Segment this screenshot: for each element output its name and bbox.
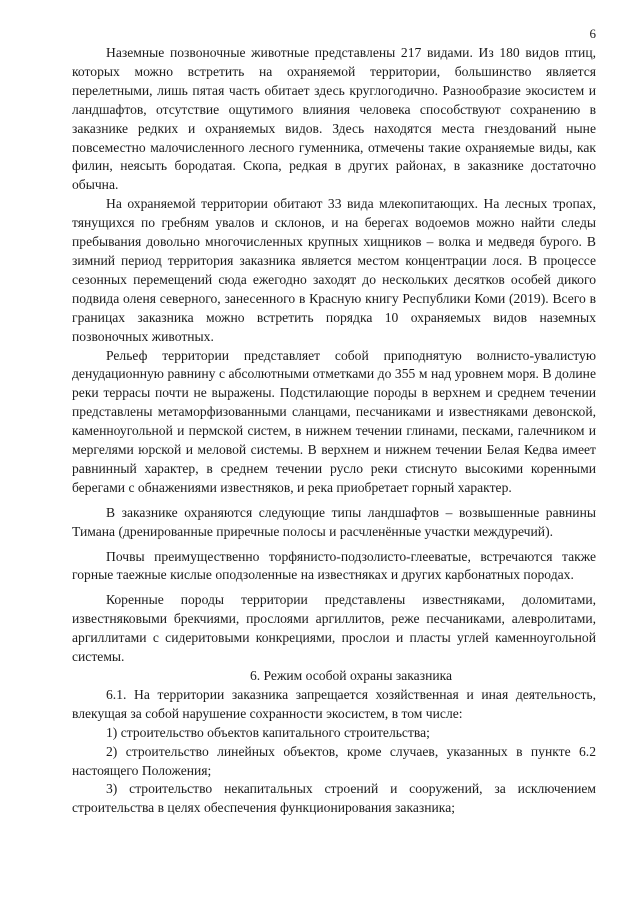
paragraph-mammals: На охраняемой территории обитают 33 вида млекопитающих. На лесных тропах, тянущихся по гребням увалов и склонов, и на берегах водоемов можно найти следы пребывания довольно многочисленных крупных хищников – волка и медведя бурого. В зимний период территория заказника является местом концентрации лося. В процессе сезонных перемещений сюда ежегодно заходят до нескольких десятков особей дикого подвида оленя северного, занесенного в Красную книгу Республики Коми (2019). Всего в границах заказника можно встретить порядка 10 охраняемых видов наземных позвоночных животных. [72, 196, 596, 344]
list-item: 1) строительство объектов капитального строительства; [106, 724, 430, 740]
paragraph-soils: Почвы преимущественно торфянисто-подзолисто-глееватые, встречаются также горные таежные кислые оподзоленные на известняках и других карбонатных породах. [72, 548, 596, 583]
page-number: 6 [589, 26, 596, 41]
paragraph-bedrock: Коренные породы территории представлены известняками, доломитами, известняковыми брекчиями, прослоями аргиллитов, реже песчаниками, алевролитами, аргиллитами с сидеритовыми конкрециями, прослои и пласты углей каменноугольной системы. [72, 592, 596, 665]
paragraph-relief: Рельеф территории представляет собой приподнятую волнисто-увалистую денудационную равнину с абсолютными отметками до 355 м над уровнем моря. В долине реки террасы почти не выражены. Подстилающие породы в верхнем и среднем течении представлены метаморфизованными сланцами, песчаниками и известняками девонской, каменноугольной и пермской систем, в нижнем течении глинами, песками, галечником и мергелями юрской и меловой системы. В верхнем и нижнем течении Белая Кедва имеет равнинный характер, в среднем течении русло реки стиснуто высокими коренными берегами с обнажениями известняков, и река приобретает горный характер. [72, 347, 596, 495]
clause-6-1: 6.1. На территории заказника запрещается хозяйственная и иная деятельность, влекущая за собой нарушение сохранности экосистем, в том числе: [72, 686, 596, 721]
list-item: 2) строительство линейных объектов, кроме случаев, указанных в пункте 6.2 настоящего Положения; [72, 743, 596, 778]
paragraph-landscapes: В заказнике охраняются следующие типы ландшафтов – возвышенные равнины Тимана (дренированные приречные полосы и расчленённые участки междуречий). [72, 504, 596, 539]
paragraph-fauna: Наземные позвоночные животные представлены 217 видами. Из 180 видов птиц, которых можно встретить на охраняемой территории, большинство является перелетными, лишь пятая часть обитает здесь круглогодично. Разнообразие экосистем и ландшафтов, отсутствие ощутимого влияния человека способствуют сохранению в заказнике редких и охраняемых видов. Здесь находятся места гнездований ныне повсеместно малочисленного лесного гуменника, отмечены такие охраняемые виды, как филин, неясыть бородатая. Скопа, редкая в других районах, в заказнике достаточно обычна. [72, 45, 596, 193]
list-item: 3) строительство некапитальных строений и сооружений, за исключением строительства в целях обеспечения функционирования заказника; [72, 781, 596, 816]
document-body [72, 44, 596, 818]
section-title: 6. Режим особой охраны заказника [249, 668, 453, 683]
